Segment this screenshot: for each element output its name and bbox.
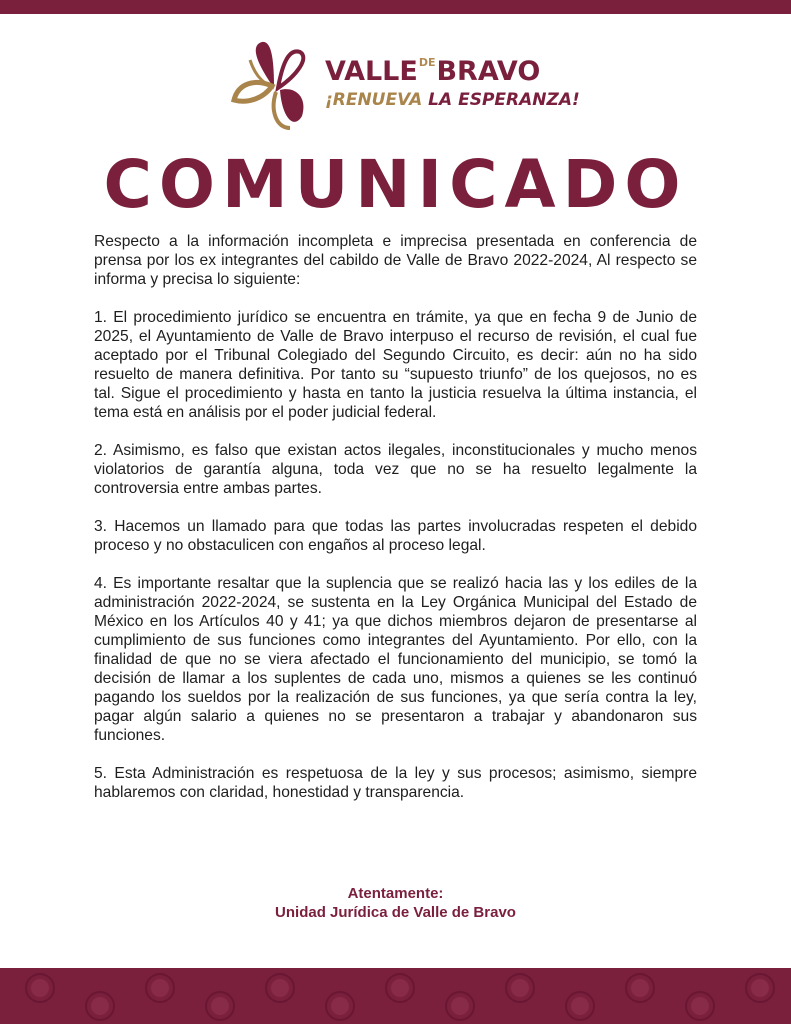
logo-name	[325, 56, 540, 87]
closing-text: Atentamente:	[347, 885, 444, 902]
valle-de-bravo-logo	[230, 38, 580, 134]
intro-paragraph: Respecto a la información incompleta e imprecisa presentada en conferencia de prensa por los ex integrantes del cabildo de Valle de Bravo 2022-2024, Al respecto se informa y precisa lo siguiente:	[94, 233, 697, 288]
butterfly-icon	[230, 38, 326, 134]
point-1-paragraph: 1. El procedimiento jurídico se encuentra en trámite, ya que en fecha 9 de Junio de 2025, el Ayuntamiento de Valle de Bravo interpuso el recurso de revisión, el cual fue aceptado por el Tribunal Colegiado del Segundo Circuito, es decir: aún no ha sido resuelto de manera definitiva. Por tanto su “supuesto triunfo” de los quejosos, no es tal. Sigue el procedimiento y hasta en tanto la justicia resuelva la última instancia, el tema está en análisis por el poder judicial federal.	[94, 309, 697, 421]
logo-slogan-renueva: ¡RENUEVA	[325, 90, 423, 110]
logo-slogan	[325, 90, 580, 110]
document-body	[94, 232, 697, 821]
signer-name: Unidad Jurídica de Valle de Bravo	[275, 904, 516, 921]
logo-name-de: DE	[418, 56, 436, 69]
bottom-pattern-band	[0, 968, 791, 1024]
logo-name-valle: VALLE	[325, 56, 418, 87]
point-5-paragraph: 5. Esta Administración es respetuosa de la ley y sus procesos; asimismo, siempre hablaremos con claridad, honestidad y transparencia.	[94, 765, 697, 801]
signature-block	[0, 884, 791, 922]
top-color-band	[0, 0, 791, 14]
floral-pattern-decoration	[0, 968, 791, 1024]
point-2-paragraph: 2. Asimismo, es falso que existan actos ilegales, inconstitucionales y mucho menos violatorios de garantía alguna, toda vez que no se ha resuelto legalmente la controversia entre ambas partes.	[94, 442, 697, 497]
logo-name-bravo: BRAVO	[436, 56, 541, 87]
point-3-paragraph: 3. Hacemos un llamado para que todas las partes involucradas respeten el debido proceso y no obstaculicen con engaños al proceso legal.	[94, 518, 697, 554]
page-title: COMUNICADO	[103, 146, 688, 223]
point-4-paragraph: 4. Es importante resaltar que la suplencia que se realizó hacia las y los ediles de la administración 2022-2024, se sustenta en la Ley Orgánica Municipal del Estado de México en los Artículos 40 y 41; ya que dichos miembros dejaron de presentarse al cumplimiento de sus funciones como integrantes del Ayuntamiento. Por ello, con la finalidad de que no se viera afectado el funcionamiento del municipio, se tomó la decisión de llamar a los suplentes de cada uno, mismos a quienes se les continuó pagando los sueldos por la realización de sus funciones, ya que sería contra la ley, pagar algún salario a quienes no se presentaron a trabajar y abandonaron sus funciones.	[94, 575, 697, 744]
logo-slogan-esperanza: LA ESPERANZA!	[422, 90, 580, 110]
